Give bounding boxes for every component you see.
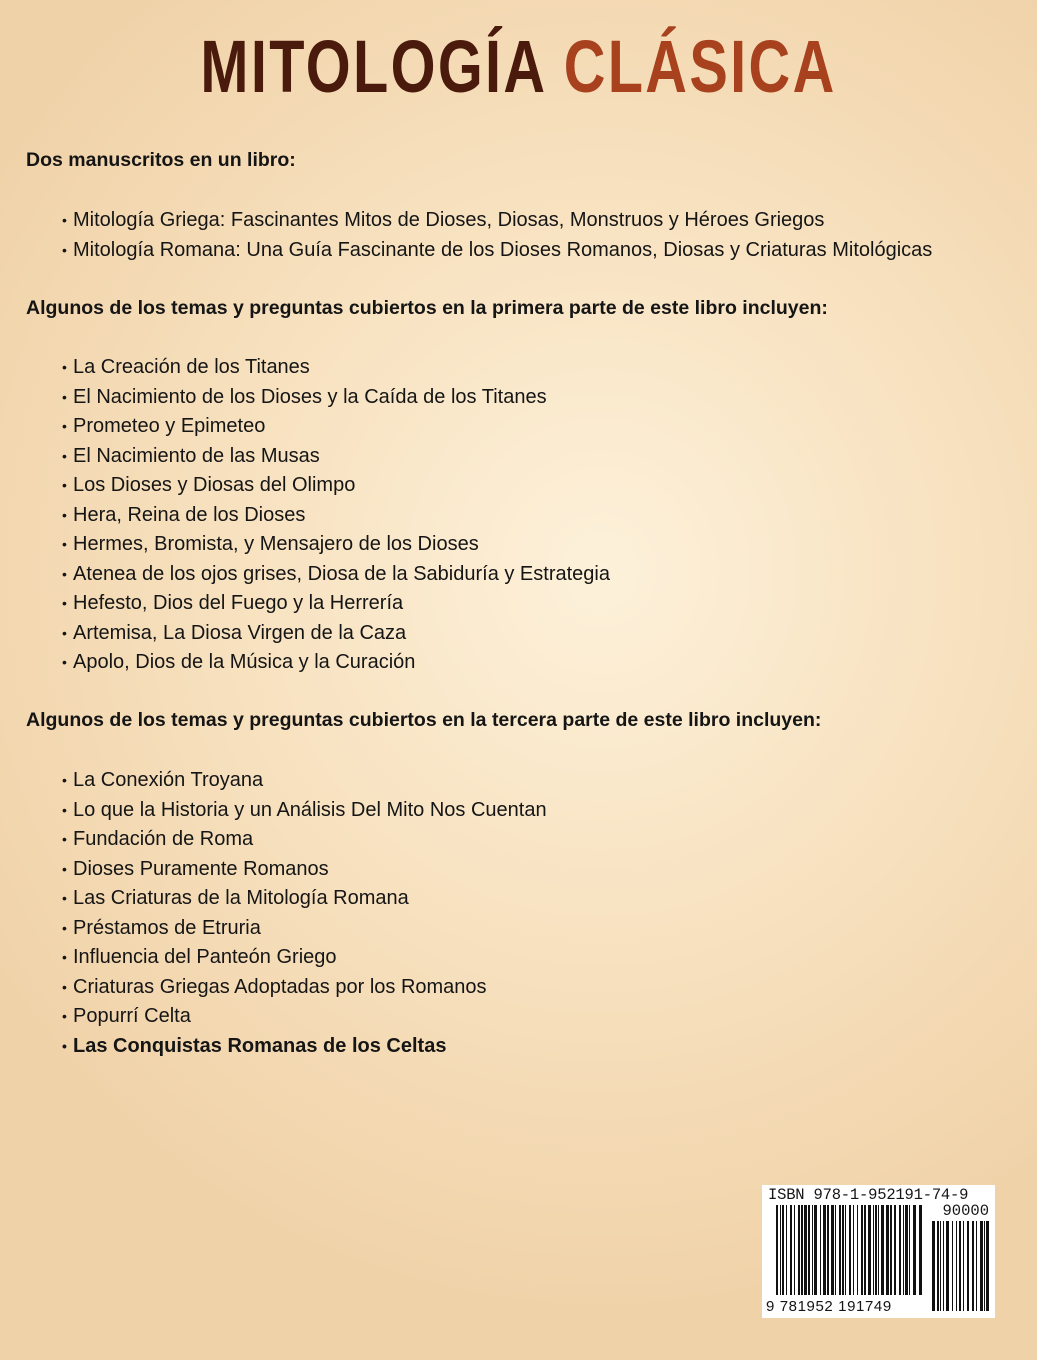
list-item-text: Los Dioses y Diosas del Olimpo: [73, 474, 356, 496]
addon-bar: [937, 1221, 939, 1311]
list-item-text: Popurrí Celta: [73, 1005, 191, 1027]
barcode-bar: [835, 1205, 836, 1295]
intro-list: [62, 206, 932, 265]
addon-bar: [940, 1221, 941, 1311]
list-item: [62, 383, 610, 413]
bullet-icon: •: [62, 477, 67, 493]
addon-bar: [963, 1221, 964, 1311]
barcode-bar: [798, 1205, 800, 1295]
list-item: [62, 619, 610, 649]
list-item-text: Prometeo y Epimeteo: [73, 415, 266, 437]
list-item-text: Influencia del Panteón Griego: [73, 946, 337, 968]
isbn-barcode: [762, 1185, 995, 1318]
barcode-bar: [881, 1205, 884, 1295]
bullet-icon: •: [62, 624, 67, 641]
barcode-bar: [868, 1205, 871, 1295]
bullet-icon: •: [62, 359, 67, 375]
list-item: [62, 943, 547, 973]
barcode-bar: [853, 1205, 854, 1295]
barcode-bar: [776, 1205, 778, 1295]
barcode-bar: [913, 1205, 916, 1295]
list-item-text: Atenea de los ojos grises, Diosa de la Sabiduría y Estrategia: [73, 562, 610, 585]
addon-bar: [932, 1221, 935, 1311]
bullet-icon: •: [62, 801, 67, 818]
barcode-bar: [894, 1205, 896, 1295]
barcode-bar: [861, 1205, 863, 1295]
barcode-bar: [808, 1205, 810, 1295]
intro-heading: Dos manuscritos en un libro:: [26, 149, 296, 171]
addon-bar: [959, 1221, 961, 1311]
list-item: [62, 914, 547, 944]
barcode-bar: [905, 1205, 908, 1295]
book-title: [114, 22, 923, 112]
bullet-icon: •: [62, 536, 67, 552]
list-item: [62, 560, 610, 590]
list-item: [62, 973, 547, 1003]
list-item: [62, 471, 610, 501]
bullet-icon: •: [62, 1008, 67, 1024]
bullet-icon: •: [62, 772, 67, 788]
isbn-addon-price-code: 90000: [942, 1202, 989, 1220]
list-item-text: Dioses Puramente Romanos: [73, 857, 329, 880]
barcode-bar: [814, 1205, 817, 1295]
list-item-text: Las Criaturas de la Mitología Romana: [73, 887, 409, 909]
barcode-bar: [903, 1205, 904, 1295]
addon-bar: [952, 1221, 953, 1311]
bullet-icon: •: [62, 565, 67, 582]
list-item-text: Mitología Romana: Una Guía Fascinante de los Dioses Romanos, Diosas y Criaturas Mitológicas: [73, 238, 933, 261]
list-item: [62, 1032, 547, 1062]
part1-topic-list: [62, 353, 610, 678]
list-item: [62, 1002, 547, 1032]
bullet-icon: •: [62, 978, 67, 995]
barcode-bar: [845, 1205, 846, 1295]
bullet-icon: •: [62, 860, 67, 877]
barcode-digits: 9 781952 191749: [766, 1298, 892, 1315]
part2-heading: Algunos de los temas y preguntas cubiertos en la tercera parte de este libro incluyen:: [26, 709, 822, 731]
barcode-bar: [849, 1205, 851, 1295]
bullet-icon: •: [62, 418, 67, 434]
title-word-clasica: CLÁSICA: [563, 25, 837, 108]
list-item-text: Las Conquistas Romanas de los Celtas: [73, 1034, 447, 1057]
barcode-bar: [839, 1205, 841, 1295]
barcode-bar: [804, 1205, 807, 1295]
list-item: [62, 825, 547, 855]
bullet-icon: •: [62, 949, 67, 965]
bullet-icon: •: [62, 919, 67, 936]
barcode-bar: [786, 1205, 787, 1295]
list-item-text: La Creación de los Titanes: [73, 356, 310, 378]
title-word-mitologia: MITOLOGÍA: [200, 25, 546, 108]
bullet-icon: •: [62, 595, 67, 611]
list-item-text: Criaturas Griegas Adoptadas por los Romanos: [73, 975, 487, 998]
list-item: [62, 206, 932, 236]
barcode-bar: [820, 1205, 821, 1295]
list-item-text: El Nacimiento de las Musas: [73, 444, 320, 467]
addon-bar: [956, 1221, 957, 1311]
list-item: [62, 589, 610, 619]
addon-bar: [980, 1221, 983, 1311]
list-item: [62, 412, 610, 442]
bullet-icon: •: [62, 831, 67, 847]
list-item: [62, 236, 932, 266]
barcode-bar: [794, 1205, 795, 1295]
barcode-bar: [831, 1205, 834, 1295]
list-item: [62, 353, 610, 383]
bullet-icon: •: [62, 212, 67, 228]
barcode-bar: [864, 1205, 866, 1295]
addon-bar: [984, 1221, 985, 1311]
isbn-number: ISBN 978-1-952191-74-9: [768, 1186, 969, 1204]
list-item: [62, 796, 547, 826]
barcode-bar: [790, 1205, 792, 1295]
list-item-text: El Nacimiento de los Dioses y la Caída de los Titanes: [73, 385, 547, 408]
list-item: [62, 501, 610, 531]
list-item: [62, 884, 547, 914]
list-item: [62, 855, 547, 885]
barcode-bar: [890, 1205, 892, 1295]
bullet-icon: •: [62, 654, 67, 670]
barcode-bar: [780, 1205, 781, 1295]
bullet-icon: •: [62, 241, 67, 258]
addon-bar: [946, 1221, 949, 1311]
part2-topic-list: [62, 766, 547, 1061]
list-item: [62, 766, 547, 796]
bullet-icon: •: [62, 388, 67, 405]
addon-bar: [976, 1221, 977, 1311]
barcode-bar: [857, 1205, 858, 1295]
list-item-text: Fundación de Roma: [73, 828, 254, 850]
barcode-bar: [801, 1205, 803, 1295]
addon-bar: [986, 1221, 989, 1311]
bullet-icon: •: [62, 890, 67, 906]
barcode-bar: [842, 1205, 844, 1295]
barcode-bar: [782, 1205, 784, 1295]
bullet-icon: •: [62, 447, 67, 464]
bullet-icon: •: [62, 506, 67, 523]
list-item-text: Lo que la Historia y un Análisis Del Mito Nos Cuentan: [73, 798, 547, 821]
list-item-text: Hera, Reina de los Dioses: [73, 503, 306, 526]
bullet-icon: •: [62, 1037, 67, 1054]
addon-bar: [967, 1221, 969, 1311]
list-item-text: La Conexión Troyana: [73, 769, 264, 791]
addon-bar: [972, 1221, 974, 1311]
barcode-bar: [812, 1205, 813, 1295]
barcode-bar: [899, 1205, 901, 1295]
barcode-bar: [873, 1205, 874, 1295]
part1-heading: Algunos de los temas y preguntas cubiertos en la primera parte de este libro incluyen:: [26, 297, 828, 319]
barcode-bar: [823, 1205, 826, 1295]
list-item-text: Préstamos de Etruria: [73, 916, 261, 939]
barcode-bar: [919, 1205, 922, 1295]
list-item: [62, 442, 610, 472]
list-item-text: Apolo, Dios de la Música y la Curación: [73, 651, 416, 673]
barcode-bar: [886, 1205, 889, 1295]
barcode-bar: [878, 1205, 879, 1295]
list-item-text: Artemisa, La Diosa Virgen de la Caza: [73, 621, 407, 644]
list-item-text: Hermes, Bromista, y Mensajero de los Dioses: [73, 533, 479, 555]
addon-bar: [943, 1221, 944, 1311]
list-item: [62, 530, 610, 560]
barcode-bar: [827, 1205, 829, 1295]
list-item-text: Hefesto, Dios del Fuego y la Herrería: [73, 592, 404, 614]
barcode-bar: [909, 1205, 910, 1295]
barcode-bar: [875, 1205, 877, 1295]
list-item: [62, 648, 610, 678]
list-item-text: Mitología Griega: Fascinantes Mitos de Dioses, Diosas, Monstruos y Héroes Griegos: [73, 209, 825, 231]
